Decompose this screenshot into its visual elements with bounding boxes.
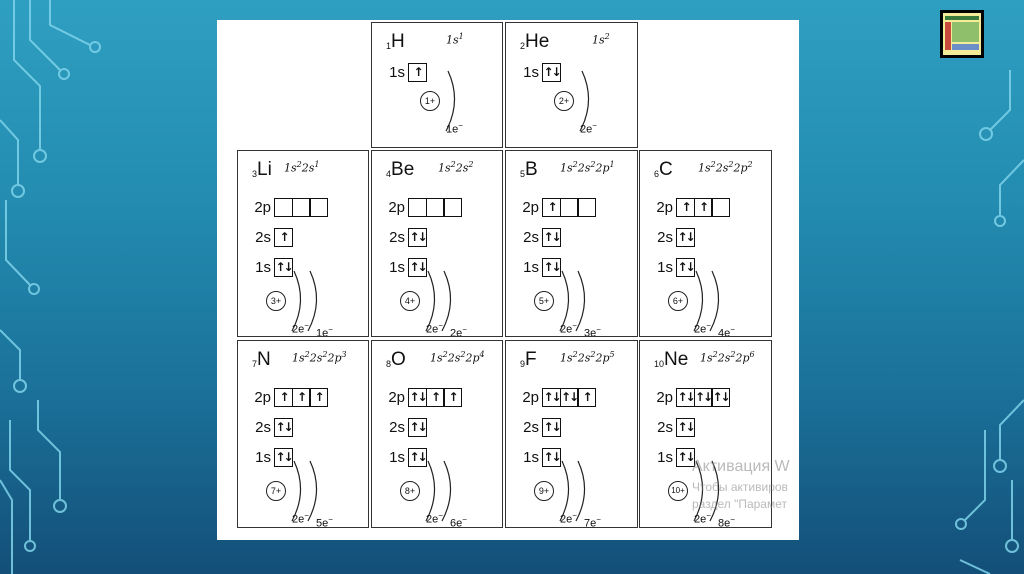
- orbital-box: ↑↓: [274, 258, 293, 277]
- orbital-boxes: [542, 63, 561, 82]
- config-term: 2s: [447, 351, 461, 365]
- config-exponent: 2: [572, 160, 578, 169]
- config-term: 1s: [560, 351, 573, 365]
- orbital-boxes: [274, 198, 328, 217]
- orbital-label: 1s: [389, 448, 405, 466]
- orbital-row-2s: [244, 417, 293, 437]
- config-term: 2p: [595, 351, 610, 365]
- orbital-box: [443, 198, 462, 217]
- element-cell-ne: [639, 340, 772, 528]
- orbital-label: 2s: [255, 418, 271, 436]
- orbital-box: ↑: [676, 198, 695, 217]
- config-exponent: 2: [304, 350, 310, 359]
- config-term: 1s: [446, 33, 459, 47]
- orbital-box: ↑↓: [711, 388, 730, 407]
- orbital-boxes: [408, 418, 427, 437]
- shell-electron-count: [450, 515, 467, 528]
- orbital-label: 2p: [254, 198, 271, 216]
- orbital-row-2s: [244, 227, 293, 247]
- config-term: 2p: [733, 161, 748, 175]
- element-symbol: [654, 349, 688, 371]
- shell-count-sup: −: [706, 511, 711, 520]
- orbital-boxes: [676, 228, 695, 247]
- electron-configuration: [438, 160, 474, 175]
- orbital-boxes: [274, 388, 328, 407]
- shell-count-sup: −: [304, 321, 309, 330]
- symbol-text: B: [525, 159, 538, 180]
- orbital-box: [309, 198, 328, 217]
- shell-count-text: 1e: [316, 327, 329, 337]
- element-cell-he: [505, 22, 638, 148]
- orbital-label: 2p: [656, 388, 673, 406]
- config-exponent: 2: [572, 350, 578, 359]
- orbital-row-2s: [512, 227, 561, 247]
- orbital-boxes: [408, 228, 427, 247]
- atomic-number: 2: [520, 41, 526, 51]
- shell-electron-count: [580, 121, 597, 136]
- config-exponent: 1: [458, 32, 464, 41]
- electron-configuration: [560, 350, 615, 365]
- shell-count-text: 2e: [292, 513, 305, 526]
- shell-electron-count: [426, 321, 443, 336]
- slide-thumbnail-image[interactable]: [940, 10, 984, 58]
- orbital-boxes: [676, 418, 695, 437]
- shell-electron-count: [292, 321, 309, 336]
- orbital-box: ↑: [443, 388, 462, 407]
- shell-electron-count: [316, 515, 333, 528]
- shell-count-sup: −: [438, 511, 443, 520]
- orbital-label: 1s: [657, 258, 673, 276]
- orbital-box: [274, 198, 293, 217]
- shell-electron-count: [560, 321, 577, 336]
- orbital-row-2p: [378, 197, 462, 217]
- orbital-label: 2s: [657, 418, 673, 436]
- element-symbol: [520, 349, 537, 371]
- orbital-label: 1s: [255, 258, 271, 276]
- element-symbol: [520, 159, 538, 181]
- electron-configuration: [592, 32, 610, 47]
- orbital-row-2s: [646, 417, 695, 437]
- orbital-boxes: [408, 388, 462, 407]
- element-symbol: [252, 159, 272, 181]
- orbital-row-2s: [512, 417, 561, 437]
- orbital-label: 2s: [523, 418, 539, 436]
- config-exponent: 2: [442, 350, 448, 359]
- atomic-number: 3: [252, 169, 258, 179]
- config-exponent: 2: [730, 350, 736, 359]
- shell-count-sup: −: [596, 515, 601, 524]
- atomic-number: 7: [252, 359, 258, 369]
- shell-count-text: 2e: [560, 513, 573, 526]
- symbol-text: Be: [391, 159, 415, 180]
- shell-arc: [710, 271, 719, 331]
- watermark-line-1: Чтобы активиров: [692, 480, 788, 494]
- symbol-text: C: [659, 159, 673, 180]
- orbital-row-2p: [244, 387, 328, 407]
- config-term: 1s: [592, 33, 605, 47]
- shell-electron-count: [316, 325, 333, 337]
- config-exponent: 2: [450, 160, 456, 169]
- orbital-box: ↑↓: [542, 63, 561, 82]
- orbital-box: [560, 198, 579, 217]
- config-term: 2s: [309, 351, 323, 365]
- shell-count-sup: −: [462, 515, 467, 524]
- orbital-box: [292, 198, 311, 217]
- config-term: 2s: [577, 351, 591, 365]
- orbital-box: [426, 198, 445, 217]
- shell-count-sup: −: [462, 325, 467, 334]
- symbol-text: Ne: [664, 349, 689, 370]
- orbital-label: 1s: [523, 63, 539, 81]
- orbital-label: 2p: [388, 198, 405, 216]
- config-term: 2s: [577, 161, 591, 175]
- electron-configuration: [560, 160, 615, 175]
- config-term: 1s: [438, 161, 451, 175]
- orbital-boxes: [676, 388, 730, 407]
- electron-configuration: [698, 160, 753, 175]
- orbital-box: [711, 198, 730, 217]
- orbital-box: [577, 198, 596, 217]
- nucleus-circle: 10+: [668, 481, 688, 501]
- symbol-text: He: [525, 31, 550, 52]
- config-exponent: 2: [468, 160, 474, 169]
- config-exponent: 2: [296, 160, 302, 169]
- orbital-box: ↑↓: [408, 228, 427, 247]
- orbital-boxes: [542, 228, 561, 247]
- config-term: 1s: [284, 161, 297, 175]
- orbital-label: 1s: [389, 258, 405, 276]
- orbital-label: 2s: [523, 228, 539, 246]
- orbital-label: 2p: [388, 388, 405, 406]
- shell-count-text: 3e: [584, 327, 597, 337]
- shell-count-sup: −: [458, 121, 463, 130]
- config-term: 1s: [292, 351, 305, 365]
- orbital-box: ↑↓: [676, 418, 695, 437]
- shell-count-text: 1e: [446, 123, 459, 136]
- orbital-label: 2p: [254, 388, 271, 406]
- element-cell-b: [505, 150, 638, 337]
- config-term: 2s: [455, 161, 469, 175]
- orbital-boxes: [542, 418, 561, 437]
- shell-count-text: 2e: [694, 323, 707, 336]
- shell-count-sup: −: [706, 321, 711, 330]
- orbital-boxes: [542, 388, 596, 407]
- shell-count-text: 7e: [584, 517, 597, 528]
- symbol-text: Li: [257, 159, 272, 180]
- orbital-boxes: [676, 198, 730, 217]
- orbital-row-2p: [512, 197, 596, 217]
- orbital-label: 2p: [522, 198, 539, 216]
- config-term: 2s: [715, 161, 729, 175]
- nucleus-circle: 9+: [534, 481, 554, 501]
- config-term: 2s: [301, 161, 315, 175]
- config-exponent: 2: [590, 350, 596, 359]
- shell-count-text: 2e: [580, 123, 593, 136]
- electron-shell-arcs: [434, 67, 503, 137]
- orbital-box: ↑: [408, 63, 427, 82]
- orbital-boxes: [408, 198, 462, 217]
- orbital-row-2p: [646, 387, 730, 407]
- element-cell-c: [639, 150, 772, 337]
- orbital-row-2p: [646, 197, 730, 217]
- orbital-label: 2p: [522, 388, 539, 406]
- orbital-label: 2p: [656, 198, 673, 216]
- nucleus-circle: 2+: [554, 91, 574, 111]
- config-exponent: 2: [728, 160, 734, 169]
- nucleus-circle: 7+: [266, 481, 286, 501]
- shell-count-text: 4e: [718, 327, 731, 337]
- orbital-row-1s: [512, 62, 561, 82]
- orbital-box: ↑: [274, 228, 293, 247]
- shell-count-sup: −: [438, 321, 443, 330]
- symbol-text: F: [525, 349, 537, 370]
- orbital-box: ↑: [542, 198, 561, 217]
- orbital-row-2s: [378, 417, 427, 437]
- config-term: 2s: [717, 351, 731, 365]
- config-term: 1s: [700, 351, 713, 365]
- shell-electron-count: [584, 515, 601, 528]
- atomic-number: 5: [520, 169, 526, 179]
- element-symbol: [386, 349, 406, 371]
- shell-electron-count: [718, 325, 735, 337]
- atomic-number: 6: [654, 169, 660, 179]
- orbital-label: 1s: [255, 448, 271, 466]
- nucleus-circle: 8+: [400, 481, 420, 501]
- orbital-label: 1s: [389, 63, 405, 81]
- orbital-row-2s: [378, 227, 427, 247]
- shell-count-text: 2e: [450, 327, 463, 337]
- orbital-box: ↑↓: [694, 388, 713, 407]
- config-exponent: 2: [747, 160, 753, 169]
- shell-count-text: 8e: [718, 517, 731, 528]
- atomic-number: 4: [386, 169, 392, 179]
- config-exponent: 1: [609, 160, 615, 169]
- shell-electron-count: [446, 121, 463, 136]
- config-term: 1s: [430, 351, 443, 365]
- element-symbol: [252, 349, 271, 371]
- electron-configuration: [430, 350, 485, 365]
- config-exponent: 2: [590, 160, 596, 169]
- config-exponent: 5: [609, 350, 615, 359]
- orbital-box: ↑↓: [560, 388, 579, 407]
- config-term: 2p: [735, 351, 750, 365]
- orbital-box: ↑: [292, 388, 311, 407]
- config-term: 2p: [327, 351, 342, 365]
- element-symbol: [386, 31, 405, 53]
- nucleus-circle: 5+: [534, 291, 554, 311]
- element-cell-n: [237, 340, 369, 528]
- orbital-box: ↑↓: [274, 418, 293, 437]
- electron-configuration: [446, 32, 464, 47]
- element-cell-o: [371, 340, 503, 528]
- watermark-line-2: раздел "Парамет: [692, 497, 787, 511]
- orbital-box: ↑↓: [542, 228, 561, 247]
- shell-arc: [442, 271, 451, 331]
- shell-count-sup: −: [328, 515, 333, 524]
- shell-arc: [308, 461, 317, 521]
- watermark-title: Активация W: [692, 458, 790, 475]
- element-cell-h: [371, 22, 503, 148]
- orbital-label: 2s: [657, 228, 673, 246]
- shell-count-text: 2e: [426, 323, 439, 336]
- shell-count-sup: −: [596, 325, 601, 334]
- shell-electron-count: [292, 511, 309, 526]
- shell-count-text: 2e: [292, 323, 305, 336]
- shell-count-sup: −: [572, 511, 577, 520]
- element-cell-f: [505, 340, 638, 528]
- shell-count-text: 2e: [560, 323, 573, 336]
- shell-count-sup: −: [730, 325, 735, 334]
- shell-electron-count: [560, 511, 577, 526]
- electron-configuration-figure: [217, 20, 799, 540]
- orbital-box: ↑↓: [542, 418, 561, 437]
- shell-electron-count: [584, 325, 601, 337]
- orbital-box: ↑: [694, 198, 713, 217]
- shell-count-sup: −: [592, 121, 597, 130]
- orbital-row-2p: [244, 197, 328, 217]
- shell-count-sup: −: [730, 515, 735, 524]
- orbital-box: ↑↓: [408, 388, 427, 407]
- shell-arc: [576, 271, 585, 331]
- nucleus-circle: 3+: [266, 291, 286, 311]
- orbital-box: ↑↓: [408, 258, 427, 277]
- element-symbol: [520, 31, 549, 53]
- atomic-number: 10: [654, 359, 665, 369]
- shell-electron-count: [694, 511, 711, 526]
- config-term: 2p: [595, 161, 610, 175]
- orbital-box: ↑: [309, 388, 328, 407]
- atomic-number: 9: [520, 359, 526, 369]
- orbital-box: ↑↓: [542, 448, 561, 467]
- symbol-text: H: [391, 31, 405, 52]
- orbital-box: ↑↓: [408, 418, 427, 437]
- orbital-box: ↑: [274, 388, 293, 407]
- orbital-box: ↑↓: [676, 448, 695, 467]
- electron-configuration: [292, 350, 347, 365]
- atomic-number: 1: [386, 41, 392, 51]
- orbital-label: 1s: [523, 448, 539, 466]
- shell-count-sup: −: [304, 511, 309, 520]
- nucleus-circle: 4+: [400, 291, 420, 311]
- shell-electron-count: [450, 325, 467, 337]
- orbital-row-1s: [378, 62, 427, 82]
- orbital-row-2s: [646, 227, 695, 247]
- element-symbol: [654, 159, 673, 181]
- orbital-label: 1s: [657, 448, 673, 466]
- electron-configuration: [700, 350, 755, 365]
- shell-count-text: 2e: [426, 513, 439, 526]
- config-exponent: 1: [314, 160, 320, 169]
- orbital-boxes: [542, 198, 596, 217]
- shell-count-sup: −: [572, 321, 577, 330]
- orbital-boxes: [274, 228, 293, 247]
- orbital-box: ↑↓: [542, 258, 561, 277]
- shell-arc: [442, 461, 451, 521]
- element-symbol: [386, 159, 414, 181]
- orbital-label: 2s: [255, 228, 271, 246]
- electron-shell-arcs: [568, 67, 638, 137]
- orbital-box: ↑↓: [274, 448, 293, 467]
- element-cell-be: [371, 150, 503, 337]
- nucleus-circle: 1+: [420, 91, 440, 111]
- orbital-box: ↑↓: [676, 258, 695, 277]
- config-exponent: 2: [604, 32, 610, 41]
- orbital-box: [408, 198, 427, 217]
- orbital-label: 2s: [389, 418, 405, 436]
- orbital-box: ↑↓: [676, 388, 695, 407]
- config-exponent: 6: [749, 350, 755, 359]
- config-exponent: 4: [479, 350, 485, 359]
- shell-electron-count: [694, 321, 711, 336]
- shell-arc: [710, 461, 719, 521]
- shell-electron-count: [426, 511, 443, 526]
- shell-arc: [576, 461, 585, 521]
- orbital-label: 1s: [523, 258, 539, 276]
- shell-count-text: 5e: [316, 517, 329, 528]
- nucleus-circle: 6+: [668, 291, 688, 311]
- orbital-box: ↑: [426, 388, 445, 407]
- orbital-box: ↑↓: [542, 388, 561, 407]
- shell-electron-count: [718, 515, 735, 528]
- atomic-number: 8: [386, 359, 392, 369]
- shell-count-text: 2e: [694, 513, 707, 526]
- orbital-boxes: [274, 418, 293, 437]
- orbital-box: ↑↓: [676, 228, 695, 247]
- config-exponent: 2: [712, 350, 718, 359]
- orbital-label: 2s: [389, 228, 405, 246]
- symbol-text: N: [257, 349, 271, 370]
- config-term: 1s: [698, 161, 711, 175]
- orbital-row-2p: [512, 387, 596, 407]
- orbital-box: ↑: [577, 388, 596, 407]
- orbital-row-2p: [378, 387, 462, 407]
- config-term: 2p: [465, 351, 480, 365]
- shell-count-text: 6e: [450, 517, 463, 528]
- orbital-box: ↑↓: [408, 448, 427, 467]
- orbital-boxes: [408, 63, 427, 82]
- config-exponent: 2: [322, 350, 328, 359]
- config-exponent: 3: [341, 350, 347, 359]
- config-exponent: 2: [460, 350, 466, 359]
- element-cell-li: [237, 150, 369, 337]
- config-term: 1s: [560, 161, 573, 175]
- shell-arc: [308, 271, 317, 331]
- electron-configuration: [284, 160, 320, 175]
- config-exponent: 2: [710, 160, 716, 169]
- symbol-text: O: [391, 349, 406, 370]
- shell-count-sup: −: [328, 325, 333, 334]
